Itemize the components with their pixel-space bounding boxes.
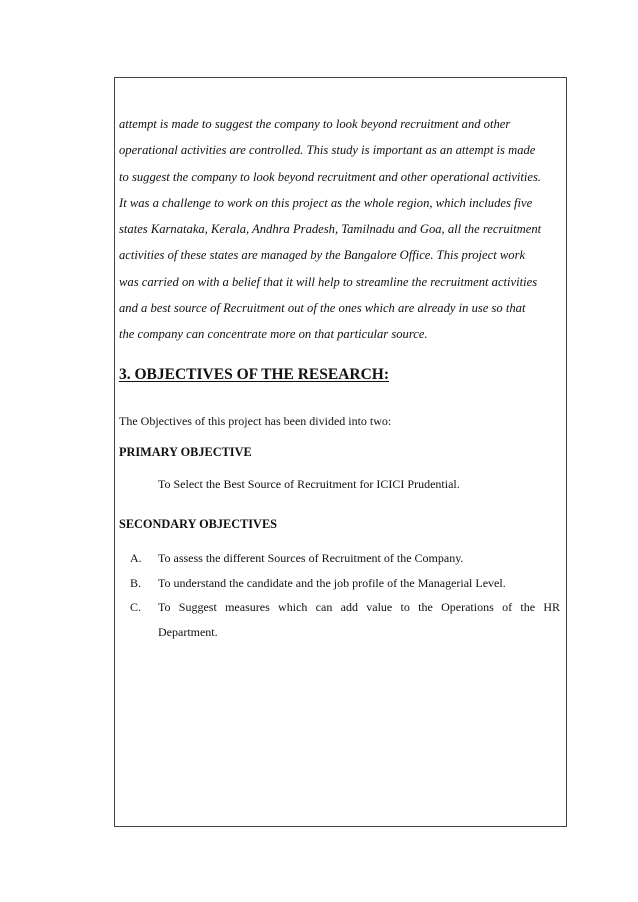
primary-objective-heading: PRIMARY OBJECTIVE — [119, 445, 252, 459]
list-item-text: To understand the candidate and the job profile of the Managerial Level. — [158, 575, 506, 590]
list-item-text-continued: Department. — [158, 624, 218, 639]
intro-line: the company can concentrate more on that particular source. — [119, 327, 428, 342]
list-item-text: To Suggest measures which can add value to the Operations of the HR — [158, 600, 560, 615]
secondary-objectives-heading: SECONDARY OBJECTIVES — [119, 517, 277, 531]
section-heading: 3. OBJECTIVES OF THE RESEARCH: — [119, 366, 390, 383]
intro-line: operational activities are controlled. This study is important as an attempt is made — [119, 143, 536, 158]
intro-line: was carried on with a belief that it will help to streamline the recruitment activities — [119, 274, 538, 289]
primary-objective-text: To Select the Best Source of Recruitment for ICICI Prudential. — [158, 477, 460, 491]
intro-line: states Karnataka, Kerala, Andhra Pradesh, Tamilnadu and Goa, all the recruitment — [119, 222, 542, 237]
intro-line: activities of these states are managed by the Bangalore Office. This project work — [119, 248, 526, 263]
list-item-letter: C. — [130, 600, 142, 615]
list-item — [130, 595, 560, 644]
list-item-text: To assess the different Sources of Recruitment of the Company. — [158, 551, 464, 565]
list-item-letter: A. — [130, 551, 142, 565]
intro-line: It was a challenge to work on this project as the whole region, which includes five — [119, 195, 533, 210]
intro-line: and a best source of Recruitment out of the ones which are already in use so that — [119, 301, 526, 316]
objectives-intro: The Objectives of this project has been divided into two: — [119, 414, 392, 428]
list-item-letter: B. — [130, 575, 142, 590]
list-item — [130, 571, 560, 596]
intro-line: to suggest the company to look beyond recruitment and other operational activities. — [119, 169, 542, 184]
secondary-objectives-list — [130, 546, 560, 644]
intro-line: attempt is made to suggest the company to look beyond recruitment and other — [119, 117, 511, 131]
intro-paragraph — [119, 111, 563, 348]
list-item — [130, 546, 560, 571]
